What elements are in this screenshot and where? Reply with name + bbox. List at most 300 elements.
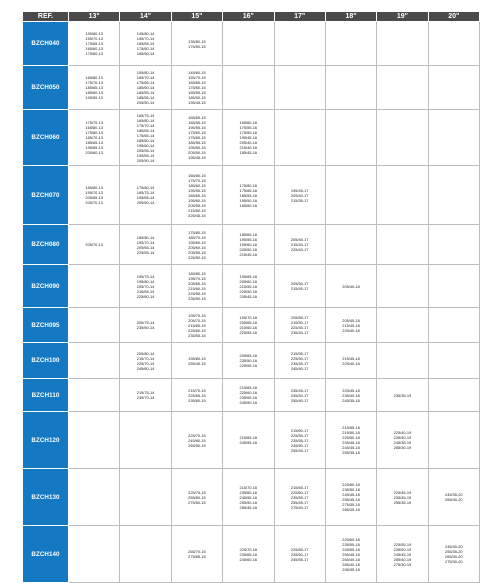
size-cell bbox=[325, 66, 376, 110]
tire-size: 235/60-16 bbox=[239, 489, 258, 495]
tire-size: 225/45-18 bbox=[342, 387, 360, 393]
tire-size: 165/80-13 bbox=[85, 125, 103, 130]
tire-size: 165/55-14 bbox=[136, 90, 155, 95]
tire-size: 215/55-17 bbox=[290, 350, 309, 356]
tire-size: 195/45-17 bbox=[290, 187, 309, 193]
tire-size: 205/40-16 bbox=[239, 140, 258, 145]
size-cell bbox=[120, 379, 171, 412]
table-row bbox=[23, 343, 480, 379]
tire-size: 175/50-16 bbox=[239, 130, 258, 135]
tire-size: 155/70-13 bbox=[85, 36, 103, 41]
tire-size: 155/80-13 bbox=[85, 31, 103, 36]
size-cell bbox=[223, 265, 274, 308]
tire-size: 285/35-18 bbox=[342, 507, 360, 512]
tire-size: 235/45-16 bbox=[239, 293, 258, 299]
ref-cell: BZCH060 bbox=[23, 110, 69, 166]
size-cell bbox=[377, 166, 428, 225]
tire-size: 195/75-14 bbox=[136, 273, 155, 279]
tire-size: 185/65-15 bbox=[188, 192, 206, 198]
size-cell bbox=[120, 22, 171, 66]
tire-size: 245/55-16 bbox=[239, 440, 258, 445]
tire-size: 235/50-18 bbox=[342, 487, 360, 492]
size-cell bbox=[428, 412, 479, 469]
tire-size: 245/50-17 bbox=[290, 442, 309, 448]
tire-size: 265/40-18 bbox=[342, 556, 360, 562]
tire-size: 205/60-15 bbox=[188, 244, 206, 250]
size-cell bbox=[428, 225, 479, 265]
tire-size: 215/60-16 bbox=[239, 325, 258, 330]
size-cell bbox=[120, 343, 171, 379]
tire-size: 175/60-13 bbox=[85, 51, 103, 56]
size-cell bbox=[325, 22, 376, 66]
tire-size: 225/60-15 bbox=[188, 327, 206, 333]
ref-cell: BZCH130 bbox=[23, 469, 69, 526]
tire-size: 205/45-18 bbox=[342, 317, 360, 323]
tire-size: 205/65-15 bbox=[188, 281, 206, 286]
tire-size: 195/60-15 bbox=[188, 239, 206, 245]
tire-size: 185/60-15 bbox=[188, 182, 206, 188]
tire-size: 195/45-15 bbox=[188, 100, 206, 105]
tire-size: 235/70-14 bbox=[136, 395, 155, 400]
tire-size: 215/65-16 bbox=[239, 385, 258, 390]
tire-size: 205/60-13 bbox=[85, 150, 103, 155]
tire-size: 185/45-16 bbox=[239, 150, 258, 155]
tire-size: 245/50-18 bbox=[342, 546, 360, 552]
size-chart bbox=[22, 11, 480, 572]
size-cell bbox=[377, 526, 428, 583]
tire-size: 225/50-18 bbox=[342, 435, 360, 440]
tire-size: 205/45-17 bbox=[290, 237, 309, 242]
tire-size: 235/45-17 bbox=[290, 360, 309, 366]
tire-size: 205/50-17 bbox=[290, 281, 309, 286]
ref-cell: BZCH140 bbox=[23, 526, 69, 583]
tire-size: 205/40-17 bbox=[290, 192, 309, 198]
tire-size: 265/30-19 bbox=[393, 445, 412, 450]
tire-size: 235/45-18 bbox=[342, 440, 360, 445]
tire-size: 245/35-19 bbox=[393, 440, 412, 445]
size-cell bbox=[377, 379, 428, 412]
tire-size: 175/65-13 bbox=[85, 41, 103, 46]
tire-size: 205/75-14 bbox=[136, 320, 155, 325]
ref-cell: BZCH110 bbox=[23, 379, 69, 412]
tire-size: 225/60-14 bbox=[136, 293, 155, 299]
tire-size: 215/45-16 bbox=[239, 252, 258, 257]
size-table bbox=[22, 11, 480, 583]
tire-size: 175/65-14 bbox=[136, 132, 155, 138]
table-row bbox=[23, 22, 480, 66]
tire-size: 185/55-16 bbox=[239, 192, 258, 198]
tire-size: 215/60-17 bbox=[290, 427, 309, 433]
tire-size: 205/70-13 bbox=[85, 200, 103, 205]
tire-size: 195/65-16 bbox=[239, 273, 258, 279]
tire-size: 235/45-17 bbox=[290, 387, 309, 393]
size-cell bbox=[428, 308, 479, 343]
ref-cell: BZCH095 bbox=[23, 308, 69, 343]
size-cell bbox=[377, 66, 428, 110]
tire-size: 255/40-17 bbox=[290, 397, 309, 403]
tire-size: 215/55-16 bbox=[239, 283, 258, 289]
size-cell bbox=[377, 265, 428, 308]
tire-size: 205/55-15 bbox=[188, 202, 206, 208]
tire-size: 195/50-16 bbox=[239, 197, 258, 203]
tire-size: 255/35-19 bbox=[393, 499, 412, 505]
size-cell bbox=[223, 110, 274, 166]
tire-size: 225/70-16 bbox=[239, 546, 258, 552]
size-cell bbox=[377, 110, 428, 166]
tire-size: 215/40-17 bbox=[290, 242, 309, 247]
tire-size: 235/60-17 bbox=[290, 551, 309, 557]
tire-size: 175/65-14 bbox=[136, 80, 155, 85]
tire-size: 205/70-15 bbox=[188, 317, 206, 323]
size-cell bbox=[171, 469, 222, 526]
tire-size: 245/50-16 bbox=[239, 400, 258, 405]
tire-size: 195/70-16 bbox=[239, 315, 258, 320]
tire-size: 255/45-18 bbox=[342, 551, 360, 557]
size-cell bbox=[69, 412, 120, 469]
size-cell bbox=[69, 343, 120, 379]
tire-size: 275/30-19 bbox=[393, 561, 412, 567]
tire-size: 165/75-14 bbox=[136, 112, 155, 118]
tire-size: 195/55-14 bbox=[136, 152, 155, 158]
tire-size: 205/60-16 bbox=[239, 278, 258, 284]
tire-size: 175/80-13 bbox=[85, 130, 103, 135]
tire-size: 235/60-15 bbox=[188, 397, 206, 403]
size-cell bbox=[325, 469, 376, 526]
tire-size: 195/65-13 bbox=[85, 145, 103, 150]
tire-size: 255/40-19 bbox=[393, 556, 412, 562]
size-cell bbox=[428, 379, 479, 412]
tire-size: 215/50-18 bbox=[342, 430, 360, 435]
tire-size: 255/45-18 bbox=[342, 497, 360, 502]
table-row bbox=[23, 225, 480, 265]
size-cell bbox=[120, 66, 171, 110]
tire-size: 215/45-18 bbox=[342, 355, 360, 361]
size-cell bbox=[171, 110, 222, 166]
size-cell bbox=[223, 308, 274, 343]
size-cell bbox=[377, 412, 428, 469]
size-cell bbox=[69, 110, 120, 166]
tire-size: 215/65-14 bbox=[136, 288, 155, 294]
tire-size: 185/80-13 bbox=[85, 185, 103, 190]
size-cell bbox=[377, 22, 428, 66]
tire-size: 185/65-13 bbox=[85, 140, 103, 145]
tire-size: 205/60-14 bbox=[136, 200, 155, 205]
tire-size: 245/40-20 bbox=[445, 544, 463, 549]
size-cell bbox=[69, 379, 120, 412]
tire-size: 185/75-14 bbox=[136, 190, 155, 195]
tire-size: 195/50-15 bbox=[188, 145, 206, 150]
tire-size: 275/40-17 bbox=[290, 504, 309, 510]
size-cell bbox=[69, 225, 120, 265]
tire-size: 225/60-16 bbox=[239, 390, 258, 395]
tire-size: 205/65-14 bbox=[136, 244, 155, 250]
tire-size: 295/35-18 bbox=[342, 566, 360, 572]
tire-size: 205/50-15 bbox=[188, 150, 206, 155]
size-cell bbox=[428, 110, 479, 166]
tire-size: 215/40-18 bbox=[342, 322, 360, 328]
tire-size: 265/30-20 bbox=[445, 497, 463, 502]
tire-size: 225/50-16 bbox=[239, 288, 258, 294]
tire-size: 255/35-20 bbox=[445, 549, 463, 554]
size-cell bbox=[120, 265, 171, 308]
tire-size: 185/65-13 bbox=[85, 85, 103, 90]
size-cell bbox=[428, 526, 479, 583]
tire-size: 235/40-18 bbox=[342, 392, 360, 398]
header-rim-size: 17" bbox=[274, 12, 325, 22]
tire-size: 255/45-15 bbox=[188, 360, 206, 366]
tire-size: 175/65-15 bbox=[188, 135, 206, 140]
tire-size: 225/45-19 bbox=[393, 489, 412, 495]
tire-size: 235/50-19 bbox=[393, 546, 412, 552]
size-cell bbox=[120, 110, 171, 166]
size-cell bbox=[223, 469, 274, 526]
tire-size: 225/45-15 bbox=[188, 212, 206, 218]
header-row bbox=[23, 12, 480, 22]
table-row bbox=[23, 469, 480, 526]
tire-size: 225/70-15 bbox=[188, 432, 206, 438]
table-row bbox=[23, 166, 480, 225]
tire-size: 205/50-14 bbox=[136, 100, 155, 105]
tire-size: 195/80-15 bbox=[188, 355, 206, 361]
size-cell bbox=[325, 412, 376, 469]
tire-size: 265/30-20 bbox=[445, 554, 463, 559]
tire-size: 255/60-15 bbox=[188, 494, 206, 500]
tire-size: 225/65-15 bbox=[188, 392, 206, 398]
tire-size: 185/70-13 bbox=[85, 135, 103, 140]
size-cell bbox=[223, 166, 274, 225]
table-row bbox=[23, 265, 480, 308]
tire-size: 245/35-18 bbox=[342, 397, 360, 403]
size-cell bbox=[223, 225, 274, 265]
tire-size: 235/50-15 bbox=[188, 296, 206, 301]
tire-size: 205/50-14 bbox=[136, 157, 155, 163]
size-cell bbox=[274, 225, 325, 265]
tire-size: 195/45-15 bbox=[188, 155, 206, 160]
tire-size: 235/40-19 bbox=[393, 435, 412, 440]
size-cell bbox=[274, 66, 325, 110]
tire-size: 195/70-14 bbox=[136, 239, 155, 245]
size-cell bbox=[325, 166, 376, 225]
ref-cell: BZCH100 bbox=[23, 343, 69, 379]
tire-size: 255/45-17 bbox=[290, 499, 309, 505]
tire-size: 235/35-19 bbox=[393, 392, 412, 398]
size-cell bbox=[120, 526, 171, 583]
size-cell bbox=[325, 379, 376, 412]
tire-size: 235/40-17 bbox=[290, 330, 309, 335]
tire-size: 215/70-15 bbox=[188, 387, 206, 393]
table-row bbox=[23, 66, 480, 110]
tire-size: 195/55-15 bbox=[188, 125, 206, 130]
size-cell bbox=[171, 66, 222, 110]
tire-size: 195/65-14 bbox=[136, 195, 155, 200]
size-cell bbox=[223, 526, 274, 583]
tire-size: 195/60-14 bbox=[136, 142, 155, 148]
tire-size: 215/65-16 bbox=[239, 435, 258, 440]
tire-size: 145/80-14 bbox=[136, 31, 155, 36]
tire-size: 205/55-15 bbox=[188, 249, 206, 255]
tire-size: 175/80-14 bbox=[136, 185, 155, 190]
size-cell bbox=[171, 308, 222, 343]
tire-size: 165/60-14 bbox=[136, 51, 155, 56]
tire-size: 245/35-20 bbox=[445, 492, 463, 497]
tire-size: 175/80-16 bbox=[239, 182, 258, 188]
tire-size: 205/40-18 bbox=[342, 283, 360, 289]
size-cell bbox=[428, 166, 479, 225]
size-cell bbox=[171, 379, 222, 412]
tire-size: 205/65-16 bbox=[239, 320, 258, 325]
size-cell bbox=[377, 343, 428, 379]
tire-size: 215/60-15 bbox=[188, 286, 206, 291]
tire-size: 275/30-20 bbox=[445, 559, 463, 564]
tire-size: 205/65-13 bbox=[85, 195, 103, 200]
tire-size: 195/55-13 bbox=[85, 95, 103, 100]
tire-size: 195/45-16 bbox=[239, 135, 258, 140]
tire-size: 175/60-15 bbox=[188, 85, 206, 90]
tire-size: 195/80-14 bbox=[136, 278, 155, 284]
tire-size: 255/50-16 bbox=[239, 499, 258, 505]
tire-size: 205/80-14 bbox=[136, 350, 155, 356]
header-rim-size: 13" bbox=[69, 12, 120, 22]
size-cell bbox=[274, 22, 325, 66]
tire-size: 265/70-15 bbox=[188, 549, 206, 554]
size-cell bbox=[274, 379, 325, 412]
tire-size: 185/60-14 bbox=[136, 137, 155, 143]
tire-size: 195/75-15 bbox=[188, 312, 206, 318]
tire-size: 235/45-19 bbox=[393, 494, 412, 500]
size-cell bbox=[69, 166, 120, 225]
size-cell bbox=[325, 343, 376, 379]
tire-size: 215/75-14 bbox=[136, 390, 155, 395]
size-cell bbox=[69, 66, 120, 110]
tire-size: 185/65-16 bbox=[239, 232, 258, 237]
size-cell bbox=[120, 469, 171, 526]
tire-size: 225/55-15 bbox=[188, 291, 206, 296]
tire-size: 225/40-17 bbox=[290, 247, 309, 252]
tire-size: 225/75-15 bbox=[188, 489, 206, 495]
tire-size: 165/60-16 bbox=[239, 202, 258, 208]
tire-size: 225/60-18 bbox=[342, 536, 360, 542]
size-cell bbox=[377, 469, 428, 526]
size-cell bbox=[171, 343, 222, 379]
size-cell bbox=[171, 225, 222, 265]
tire-size: 185/55-14 bbox=[136, 95, 155, 100]
size-cell bbox=[223, 379, 274, 412]
tire-size: 225/60-17 bbox=[290, 489, 309, 495]
tire-size: 225/55-16 bbox=[239, 363, 258, 368]
header-rim-size: 15" bbox=[171, 12, 222, 22]
tire-size: 225/65-17 bbox=[290, 546, 309, 552]
tire-size: 245/55-16 bbox=[239, 494, 258, 500]
tire-size: 185/55-15 bbox=[188, 120, 206, 125]
size-cell bbox=[274, 469, 325, 526]
tire-size: 185/60-13 bbox=[85, 90, 103, 95]
size-cell bbox=[274, 265, 325, 308]
tire-size: 175/70-14 bbox=[136, 122, 155, 128]
tire-size: 245/45-18 bbox=[342, 445, 360, 450]
tire-size: 205/65-16 bbox=[239, 353, 258, 358]
tire-size: 235/55-17 bbox=[290, 437, 309, 443]
size-cell bbox=[274, 110, 325, 166]
size-cell bbox=[428, 343, 479, 379]
tire-size: 235/55-18 bbox=[342, 541, 360, 547]
size-cell bbox=[377, 225, 428, 265]
tire-size: 185/80-15 bbox=[188, 271, 206, 276]
tire-size: 185/70-15 bbox=[188, 234, 206, 240]
tire-size: 135/80-15 bbox=[188, 38, 206, 44]
tire-size: 185/60-14 bbox=[136, 85, 155, 90]
size-cell bbox=[428, 22, 479, 66]
tire-size: 195/55-16 bbox=[239, 237, 258, 242]
size-cell bbox=[69, 265, 120, 308]
tire-size: 145/80-15 bbox=[188, 70, 206, 75]
tire-size: 165/55-15 bbox=[188, 90, 206, 95]
size-cell bbox=[274, 166, 325, 225]
table-row bbox=[23, 110, 480, 166]
tire-size: 195/60-16 bbox=[239, 242, 258, 247]
size-cell bbox=[171, 22, 222, 66]
tire-size: 285/40-18 bbox=[342, 561, 360, 567]
tire-size: 165/65-14 bbox=[136, 41, 155, 46]
table-body bbox=[23, 22, 480, 583]
tire-size: 225/40-19 bbox=[393, 430, 412, 435]
size-cell bbox=[274, 412, 325, 469]
size-cell bbox=[325, 265, 376, 308]
header-rim-size: 19" bbox=[377, 12, 428, 22]
tire-size: 245/45-18 bbox=[342, 492, 360, 497]
ref-cell: BZCH090 bbox=[23, 265, 69, 308]
tire-size: 175/50-15 bbox=[188, 43, 206, 49]
size-cell bbox=[274, 526, 325, 583]
ref-cell: BZCH050 bbox=[23, 66, 69, 110]
tire-size: 175/80-15 bbox=[188, 229, 206, 235]
tire-size: 275/50-15 bbox=[188, 499, 206, 505]
size-cell bbox=[120, 225, 171, 265]
size-cell bbox=[69, 308, 120, 343]
tire-size: 275/65-15 bbox=[188, 554, 206, 559]
tire-size: 165/70-14 bbox=[136, 75, 155, 80]
tire-size: 215/50-15 bbox=[188, 207, 206, 213]
table-row bbox=[23, 379, 480, 412]
tire-size: 175/65-16 bbox=[239, 187, 258, 193]
header-rim-size: 16" bbox=[223, 12, 274, 22]
tire-size: 235/55-17 bbox=[290, 494, 309, 500]
tire-size: 195/70-13 bbox=[85, 190, 103, 195]
ref-cell: BZCH040 bbox=[23, 22, 69, 66]
tire-size: 215/70-16 bbox=[239, 484, 258, 490]
table-row bbox=[23, 308, 480, 343]
tire-size: 225/50-17 bbox=[290, 355, 309, 361]
tire-size: 235/50-16 bbox=[239, 358, 258, 363]
tire-size: 185/80-14 bbox=[136, 234, 155, 240]
size-cell bbox=[223, 66, 274, 110]
tire-size: 235/55-15 bbox=[188, 332, 206, 338]
size-cell bbox=[223, 412, 274, 469]
tire-size: 215/65-15 bbox=[188, 322, 206, 328]
size-cell bbox=[223, 22, 274, 66]
size-cell bbox=[171, 166, 222, 225]
size-cell bbox=[120, 166, 171, 225]
table-row bbox=[23, 526, 480, 583]
size-cell bbox=[171, 265, 222, 308]
tire-size: 165/80-13 bbox=[85, 75, 103, 80]
ref-cell: BZCH120 bbox=[23, 412, 69, 469]
tire-size: 245/60-14 bbox=[136, 365, 155, 371]
tire-size: 165/60-16 bbox=[239, 120, 258, 125]
size-cell bbox=[325, 526, 376, 583]
size-cell bbox=[69, 22, 120, 66]
tire-size: 165/65-15 bbox=[188, 80, 206, 85]
size-cell bbox=[274, 343, 325, 379]
